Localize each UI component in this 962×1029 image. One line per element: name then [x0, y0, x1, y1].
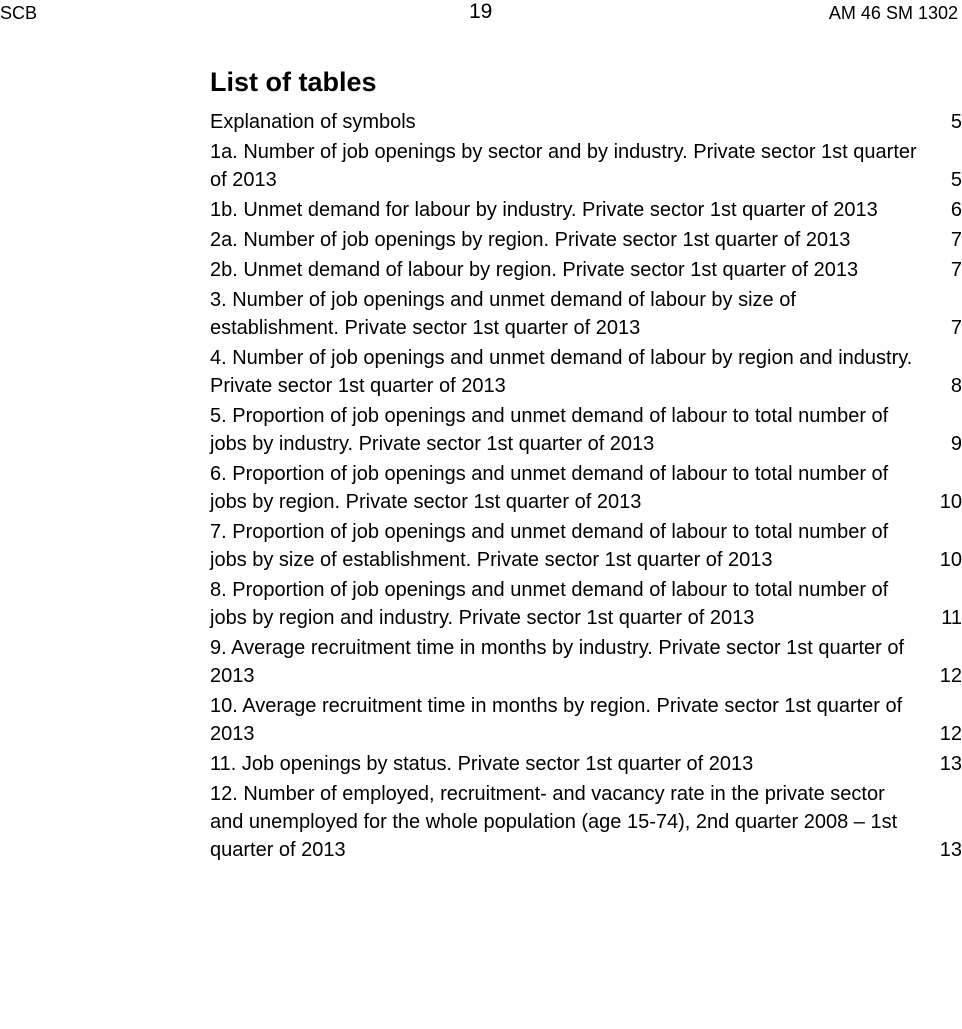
toc-entry[interactable] [210, 226, 962, 254]
toc-entry-text: 4. Number of job openings and unmet demand of labour by region and industry. Private sector 1st quarter of 2013 [210, 347, 913, 397]
toc-entry-text: 11. Job openings by status. Private sector 1st quarter of 2013 [210, 753, 754, 775]
toc-entry-text: 12. Number of employed, recruitment- and vacancy rate in the private sector and unemployed for the whole population (age 15-74), 2nd quarter 2008 – 1st quarter of 2013 [210, 783, 898, 861]
toc-entry[interactable] [210, 108, 962, 136]
toc-entry-page: 7 [950, 317, 962, 339]
toc-entry-text: 10. Average recruitment time in months by region. Private sector 1st quarter of 2013 [210, 695, 903, 745]
toc-entry[interactable] [210, 196, 962, 224]
toc-list [210, 108, 962, 864]
header-report-id: AM 46 SM 1302 [828, 3, 958, 23]
header-org: SCB [0, 3, 38, 23]
header-page-number: 19 [469, 0, 493, 23]
toc-entry-text: 5. Proportion of job openings and unmet demand of labour to total number of jobs by industry. Private sector 1st quarter of 2013 [210, 405, 889, 455]
toc-entry-page: 7 [950, 229, 962, 251]
toc-entry-page: 10 [939, 491, 962, 513]
toc-entry-text: 1b. Unmet demand for labour by industry. Private sector 1st quarter of 2013 [210, 199, 878, 221]
toc-entry-page: 11 [941, 607, 962, 629]
list-of-tables [210, 64, 962, 866]
toc-title: List of tables [210, 67, 377, 97]
page-header [0, 0, 960, 30]
toc-entry-page: 12 [939, 665, 962, 687]
toc-entry-page: 5 [950, 111, 962, 133]
toc-entry-page: 13 [939, 753, 962, 775]
toc-entry[interactable] [210, 286, 962, 342]
toc-entry-page: 7 [950, 259, 962, 281]
toc-entry-page: 13 [939, 839, 962, 861]
toc-entry-text: Explanation of symbols [210, 111, 416, 133]
toc-entry[interactable] [210, 138, 962, 194]
toc-entry[interactable] [210, 750, 962, 778]
toc-entry[interactable] [210, 344, 962, 400]
toc-entry[interactable] [210, 576, 962, 632]
toc-entry-text: 3. Number of job openings and unmet demand of labour by size of establishment. Private sector 1st quarter of 2013 [210, 289, 796, 339]
toc-entry-text: 9. Average recruitment time in months by industry. Private sector 1st quarter of 2013 [210, 637, 905, 687]
toc-entry[interactable] [210, 518, 962, 574]
toc-entry[interactable] [210, 256, 962, 284]
toc-entry-text: 6. Proportion of job openings and unmet demand of labour to total number of jobs by region. Private sector 1st quarter of 2013 [210, 463, 889, 513]
toc-entry[interactable] [210, 402, 962, 458]
toc-entry-page: 12 [939, 723, 962, 745]
toc-entry-text: 7. Proportion of job openings and unmet demand of labour to total number of jobs by size of establishment. Private sector 1st quarter of 2013 [210, 521, 889, 571]
toc-entry-text: 8. Proportion of job openings and unmet demand of labour to total number of jobs by region and industry. Private sector 1st quarter of 2013 [210, 579, 889, 629]
toc-entry-page: 8 [950, 375, 962, 397]
toc-entry[interactable] [210, 692, 962, 748]
toc-entry-text: 1a. Number of job openings by sector and by industry. Private sector 1st quarter of 2013 [210, 141, 917, 191]
toc-entry[interactable] [210, 460, 962, 516]
toc-entry-page: 9 [950, 433, 962, 455]
toc-entry-page: 5 [950, 169, 962, 191]
toc-entry-page: 6 [950, 199, 962, 221]
toc-entry[interactable] [210, 780, 962, 864]
toc-entry-text: 2b. Unmet demand of labour by region. Private sector 1st quarter of 2013 [210, 259, 859, 281]
toc-entry-text: 2a. Number of job openings by region. Private sector 1st quarter of 2013 [210, 229, 851, 251]
toc-entry[interactable] [210, 634, 962, 690]
toc-entry-page: 10 [939, 549, 962, 571]
